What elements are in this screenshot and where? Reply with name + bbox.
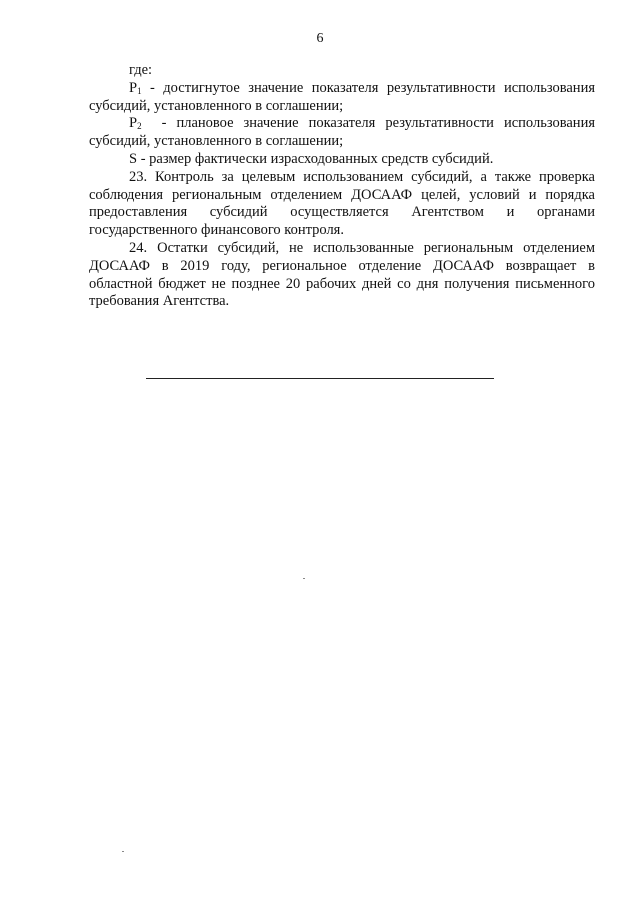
- scan-speck: [303, 578, 305, 579]
- paragraph-24: 24. Остатки субсидий, не использованные региональным отделением ДОСААФ в 2019 году, региональное отделение ДОСААФ возвращает в областной бюджет не позднее 20 рабочих дней со дня получения письменного требования Агентства.: [89, 239, 595, 310]
- where-label: где:: [129, 62, 153, 78]
- p1-description: - достигнутое значение показателя результативности использования субсидий, установленного в соглашении;: [89, 79, 595, 114]
- p1-subscript: 1: [137, 85, 142, 96]
- p2-subscript: 2: [137, 121, 142, 132]
- definition-p1: [89, 80, 595, 116]
- page-number: 6: [316, 31, 324, 46]
- p2-symbol: P: [129, 115, 138, 132]
- definition-p2: [89, 115, 599, 151]
- document-body: [89, 62, 599, 311]
- p1-symbol: P: [129, 79, 138, 96]
- p2-description: - плановое значение показателя результативности использования субсидий, установленного в соглашении;: [89, 115, 599, 150]
- scan-speck: [122, 851, 124, 852]
- end-divider: [146, 378, 494, 379]
- paragraph-23: 23. Контроль за целевым использованием субсидий, а также проверка соблюдения региональным отделением ДОСААФ целей, условий и порядка предоставления субсидий осуществляется Агентством и органами государственного финансового контроля.: [89, 168, 595, 239]
- definition-s: S - размер фактически израсходованных средств субсидий.: [129, 150, 494, 167]
